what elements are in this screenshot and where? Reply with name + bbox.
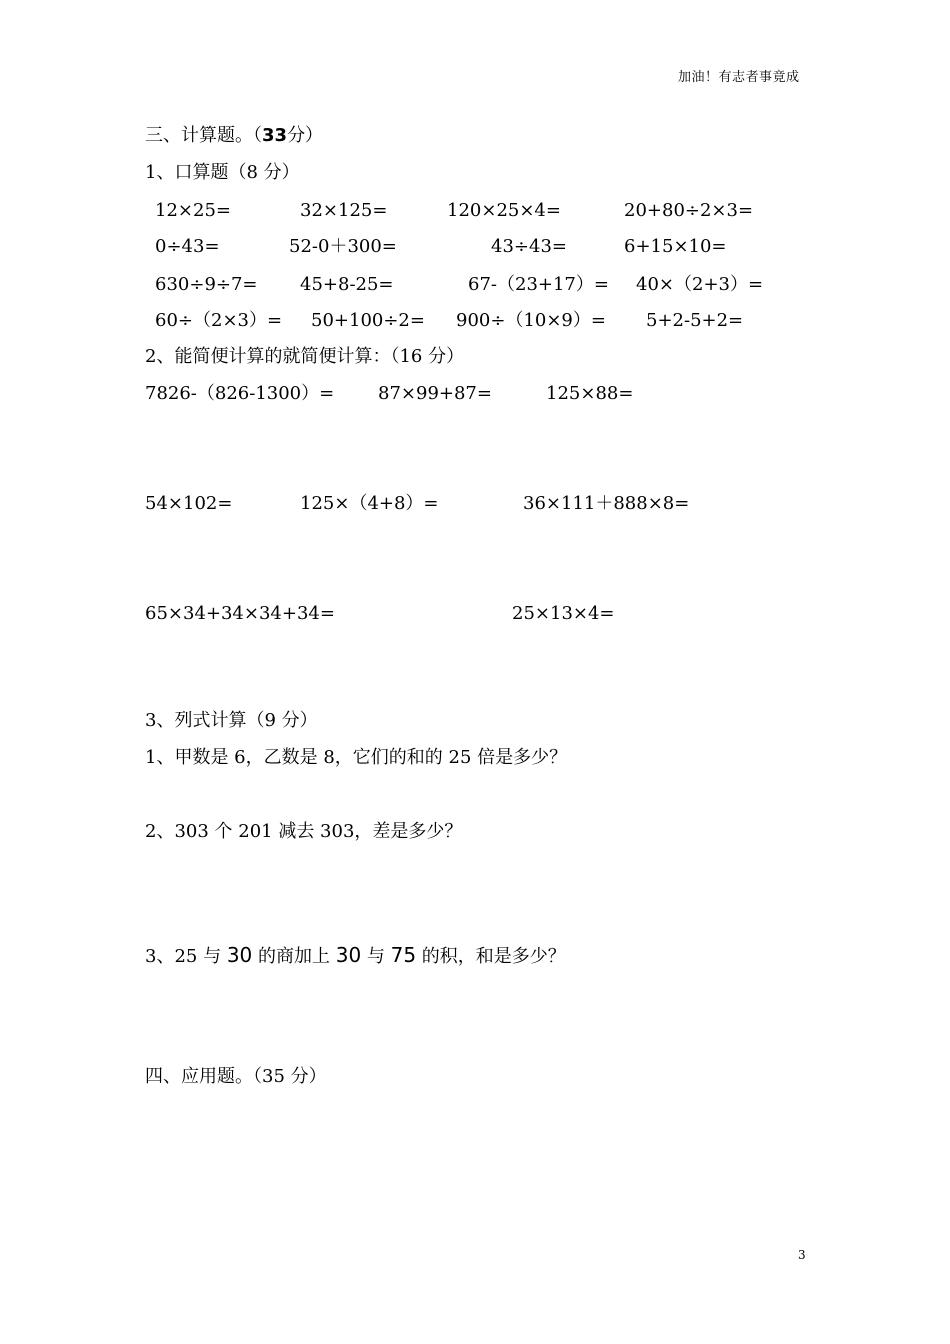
simplify-item: 125×88= (546, 383, 634, 404)
simplify-item: 36×111＋888×8= (523, 493, 690, 514)
wp3-number: 30 (335, 943, 362, 967)
mental-math-item: 5+2-5+2= (646, 310, 744, 331)
section3-title-pre: 三、计算题。（ (145, 125, 262, 146)
section4-title: 四、应用题。（35 分） (145, 1066, 327, 1087)
simplify-item: 25×13×4= (512, 603, 615, 624)
mental-math-item: 20+80÷2×3= (624, 200, 754, 221)
simplify-item: 125×（4+8）= (300, 493, 439, 514)
part1-title: 1、口算题（8 分） (145, 162, 300, 183)
simplify-item: 87×99+87= (378, 383, 492, 404)
section3-title (145, 127, 323, 145)
word-problem-2: 2、303 个 201 减去 303，差是多少？ (145, 821, 463, 842)
wp3-number: 75 (390, 943, 417, 967)
wp3-text-g: 的积，和是多少？ (416, 946, 566, 967)
word-problem-3 (145, 945, 566, 966)
mental-math-item: 32×125= (300, 200, 388, 221)
mental-math-item: 12×25= (155, 200, 231, 221)
mental-math-item: 67-（23+17）= (468, 274, 609, 295)
mental-math-item: 43÷43= (491, 236, 567, 257)
section3-title-post: 分） (287, 125, 324, 146)
simplify-item: 7826-（826-1300）= (145, 383, 335, 404)
mental-math-item: 120×25×4= (447, 200, 561, 221)
part3-title: 3、列式计算（9 分） (145, 710, 318, 731)
simplify-item: 54×102= (145, 493, 233, 514)
wp3-text-c: 的商加上 (252, 946, 336, 967)
mental-math-item: 60÷（2×3）= (155, 310, 283, 331)
mental-math-item: 52-0＋300= (289, 236, 397, 257)
mental-math-item: 900÷（10×9）= (456, 310, 606, 331)
mental-math-item: 0÷43= (155, 236, 220, 257)
part2-title: 2、能简便计算的就简便计算：（16 分） (145, 346, 465, 367)
simplify-item: 65×34+34×34+34= (145, 603, 335, 624)
header-motto: 加油！有志者事竟成 (678, 70, 800, 85)
wp3-text-a: 3、25 与 (145, 946, 227, 967)
mental-math-item: 50+100÷2= (311, 310, 425, 331)
section3-title-score: 33 (262, 125, 288, 146)
wp3-number: 30 (226, 943, 253, 967)
mental-math-item: 6+15×10= (624, 236, 727, 257)
mental-math-item: 40×（2+3）= (636, 274, 764, 295)
page-number: 3 (798, 1248, 806, 1262)
mental-math-item: 45+8-25= (300, 274, 394, 295)
wp3-text-e: 与 (361, 946, 391, 967)
mental-math-item: 630÷9÷7= (155, 274, 258, 295)
word-problem-1: 1、甲数是 6，乙数是 8，它们的和的 25 倍是多少？ (145, 747, 568, 768)
